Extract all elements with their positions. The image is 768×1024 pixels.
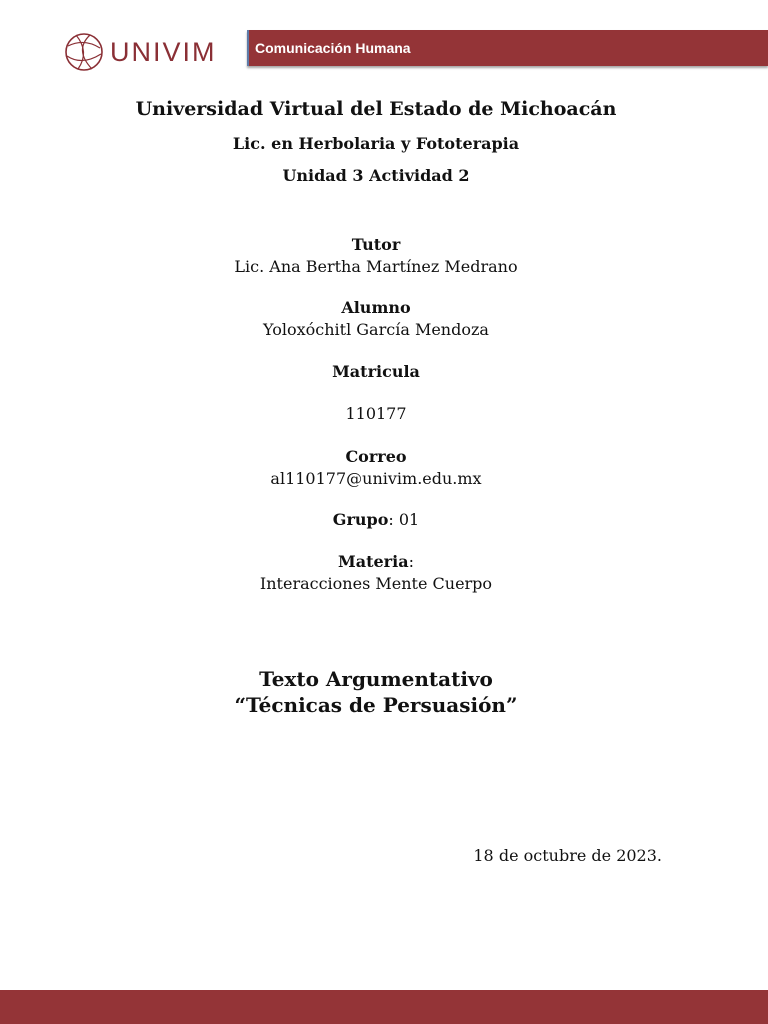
document-date: 18 de octubre de 2023. <box>473 846 662 865</box>
email-label: Correo <box>345 447 407 466</box>
logo-text: UNIVIM <box>110 36 217 67</box>
group-label: Grupo <box>332 510 389 529</box>
univim-logo <box>64 30 224 74</box>
univim-globe-icon <box>64 32 104 72</box>
group-value: : 01 <box>388 510 420 529</box>
id-label-section <box>0 361 752 383</box>
title-line-1: Texto Argumentativo <box>259 667 493 691</box>
id-label: Matricula <box>332 362 420 381</box>
id-value: 110177 <box>345 404 407 423</box>
title-line-2: “Técnicas de Persuasión” <box>234 693 518 717</box>
degree-name: Lic. en Herbolaria y Fototerapia <box>232 134 520 153</box>
subject-colon: : <box>408 552 414 571</box>
course-name: Comunicación Humana <box>255 40 411 56</box>
footer-bar <box>0 990 768 1024</box>
subject-value: Interacciones Mente Cuerpo <box>259 574 493 593</box>
document-title <box>0 666 752 718</box>
student-label: Alumno <box>341 298 411 317</box>
group-section <box>0 509 752 531</box>
tutor-label: Tutor <box>351 235 401 254</box>
email-value: al110177@univim.edu.mx <box>270 469 482 488</box>
tutor-section <box>0 234 752 278</box>
unit-activity: Unidad 3 Actividad 2 <box>282 166 470 185</box>
tutor-name: Lic. Ana Bertha Martínez Medrano <box>234 257 518 276</box>
subject-section <box>0 551 752 595</box>
email-section <box>0 446 752 490</box>
university-name: Universidad Virtual del Estado de Michoacán <box>135 98 617 120</box>
course-header-bar <box>247 30 768 66</box>
subject-label: Materia <box>338 552 409 571</box>
student-name: Yoloxóchitl García Mendoza <box>263 320 489 339</box>
student-section <box>0 297 752 341</box>
